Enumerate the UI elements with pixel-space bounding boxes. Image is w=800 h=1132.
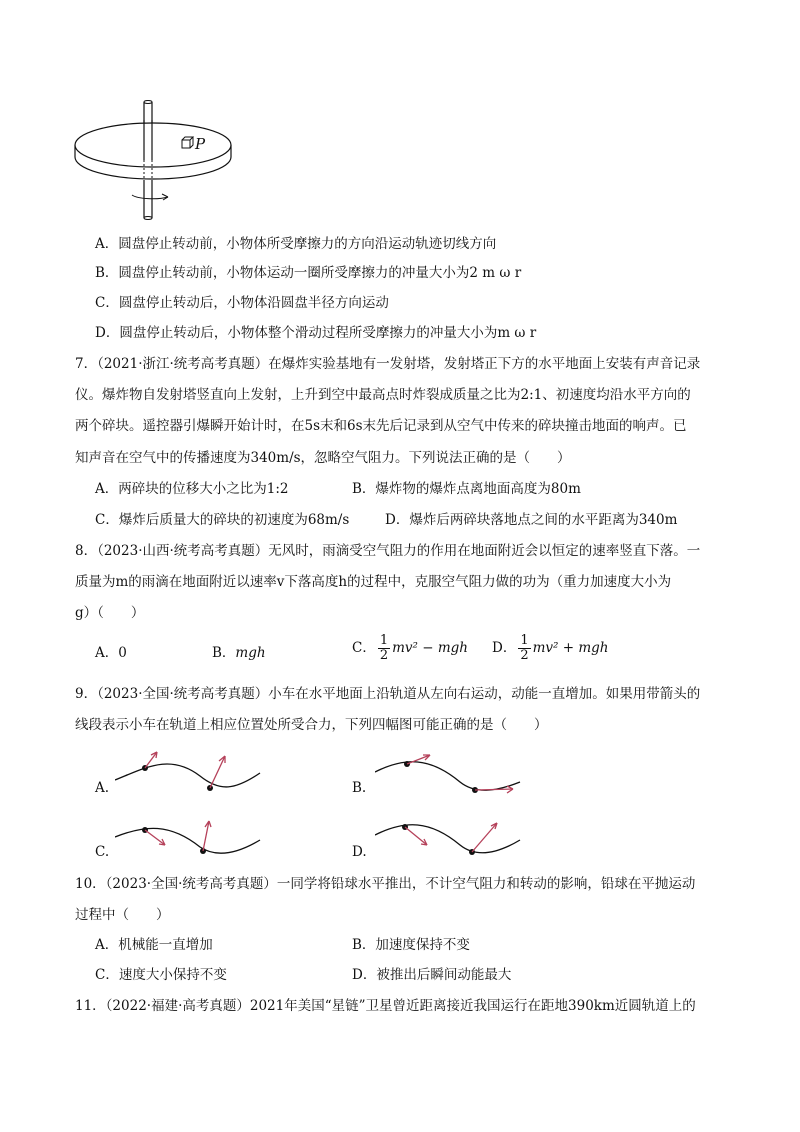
q9-line-1: 9．（2023·全国·统考高考真题）小车在水平地面上沿轨道从左向右运动，动能一直增加。如果用带箭头的 bbox=[75, 686, 701, 702]
q7-line-3: 两个碎块。遥控器引爆瞬开始计时，在5s末和6s末先后记录到从空气中传来的碎块撞击地面的响声。已 bbox=[75, 418, 687, 434]
q8-option-b-label: B． bbox=[212, 645, 236, 661]
q7-line-2: 仪。爆炸物自发射塔竖直向上发射，上升到空中最高点时炸裂成质量之比为2:1、初速度均沿水平方向的 bbox=[75, 387, 691, 403]
q9-diagram-c bbox=[115, 815, 265, 860]
q6-option-d: D．圆盘停止转动后，小物体整个滑动过程所受摩擦力的冲量大小为m ω r bbox=[95, 325, 537, 341]
q9-diagram-a bbox=[115, 748, 265, 798]
q8-option-d bbox=[492, 634, 608, 663]
q8-option-a: A．0 bbox=[95, 645, 127, 661]
q8-option-c-expr: mv² − mgh bbox=[392, 640, 468, 656]
q10-option-d: D．被推出后瞬间动能最大 bbox=[352, 967, 512, 983]
fraction-denominator: 2 bbox=[520, 648, 529, 663]
q6-option-b: B．圆盘停止转动前，小物体运动一圈所受摩擦力的冲量大小为2 m ω r bbox=[95, 265, 522, 281]
q9-label-a: A. bbox=[95, 780, 110, 796]
q7-option-b: B．爆炸物的爆炸点离地面高度为80m bbox=[352, 481, 581, 497]
q9-label-c: C. bbox=[95, 844, 110, 860]
fraction-numerator: 1 bbox=[379, 633, 389, 648]
q8-option-c bbox=[352, 634, 468, 663]
q8-option-c-label: C． bbox=[352, 640, 376, 656]
q8-line-3: g）（ ） bbox=[75, 605, 145, 621]
q7-line-4: 知声音在空气中的传播速度为340m/s，忽略空气阻力。下列说法正确的是（ ） bbox=[75, 450, 571, 466]
q8-line-1: 8．（2023·山西·统考高考真题）无风时，雨滴受空气阻力的作用在地面附近会以恒定的速率竖直下落。一 bbox=[75, 543, 701, 559]
point-p-label: P bbox=[195, 135, 206, 153]
q9-line-2: 线段表示小车在轨道上相应位置处所受合力，下列四幅图可能正确的是（ ） bbox=[75, 717, 548, 733]
q7-option-c: C．爆炸后质量大的碎块的初速度为68m/s bbox=[95, 512, 350, 528]
q7-option-d: D．爆炸后两碎块落地点之间的水平距离为340m bbox=[385, 512, 678, 528]
q11-line-1: 11．（2022·福建·高考真题）2021年美国“星链”卫星曾近距离接近我国运行在距地390km近圆轨道上的 bbox=[75, 998, 696, 1014]
q8-option-d-expr: mv² + mgh bbox=[532, 640, 609, 656]
q6-option-a: A．圆盘停止转动前，小物体所受摩擦力的方向沿运动轨迹切线方向 bbox=[95, 236, 497, 252]
q10-line-2: 过程中（ ） bbox=[75, 907, 170, 923]
q9-diagram-b bbox=[375, 752, 525, 797]
q8-option-c-fraction bbox=[378, 634, 390, 663]
q10-option-c: C．速度大小保持不变 bbox=[95, 967, 227, 983]
q9-label-b: B. bbox=[352, 780, 367, 796]
q10-option-b: B．加速度保持不变 bbox=[352, 937, 470, 953]
q8-option-b bbox=[212, 643, 266, 663]
q10-line-1: 10．（2023·全国·统考高考真题）一同学将铅球水平推出，不计空气阻力和转动的影响，铅球在平抛运动 bbox=[75, 876, 696, 892]
q9-diagram-d bbox=[375, 815, 525, 860]
q9-label-d: D. bbox=[352, 844, 367, 860]
fraction-denominator: 2 bbox=[379, 648, 389, 663]
q7-option-a: A．两碎块的位移大小之比为1:2 bbox=[95, 481, 289, 497]
fraction-numerator: 1 bbox=[520, 633, 529, 648]
q8-option-d-fraction bbox=[518, 634, 530, 663]
q8-option-b-expr: mgh bbox=[235, 645, 266, 661]
disk-figure bbox=[70, 100, 240, 225]
q10-option-a: A．机械能一直增加 bbox=[95, 937, 213, 953]
q8-line-2: 质量为m的雨滴在地面附近以速率v下落高度h的过程中，克服空气阻力做的功为（重力加速度大小为 bbox=[75, 574, 672, 590]
q6-option-c: C．圆盘停止转动后，小物体沿圆盘半径方向运动 bbox=[95, 295, 389, 311]
q7-line-1: 7．（2021·浙江·统考高考真题）在爆炸实验基地有一发射塔，发射塔正下方的水平地面上安装有声音记录 bbox=[75, 356, 701, 372]
q8-option-d-label: D． bbox=[492, 640, 517, 656]
